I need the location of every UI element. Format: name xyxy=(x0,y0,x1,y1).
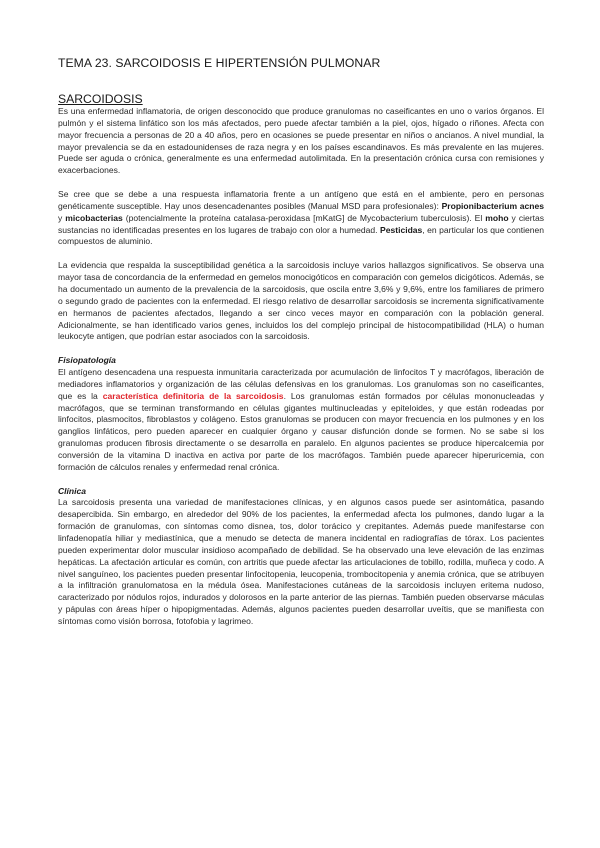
etiology-text-d: (potencialmente la proteína catalasa-peroxidasa [mKatG] de Mycobacterium tuberculosis). El xyxy=(122,212,486,223)
paragraph-spacer xyxy=(58,177,544,189)
document-title: TEMA 23. SARCOIDOSIS E HIPERTENSIÓN PULMONAR xyxy=(58,56,381,70)
etiology-text-a: Se cree que se debe a una respuesta inflamatoria frente a un antígeno que está en el ambiente, pero en personas genéticamente susceptible. Hay unos desencadenantes posibles (Manual MSD para profesionales): xyxy=(58,189,544,211)
document-page xyxy=(58,56,544,628)
highlight-defining-feature: característica definitoria de la sarcoidosis xyxy=(102,390,284,401)
fisio-text-b: . Los granulomas están formados por células mononucleadas y macrófagos, que se terminan transformando en células gigantes multinucleadas y epiteloides, y que están rodeadas por linfocitos, plasmocitos, fibroblastos y colágeno. Estos granulomas se producen con mayor frecuencia en los pulmones y en los ganglios linfáticos, pero pueden aparecer en cualquier órgano y causar disfunción donde se formen. No se sabe si los granulomas producen fibrosis directamente o se desarrolla en paralelo. En algunos pacientes se produce hipercalcemia por conversión de la vitamina D inactiva en activa por parte de los macrófagos. También puede aparecer hiperuricemia, con formación de cálculos renales y enfermedad renal crónica. xyxy=(58,390,544,472)
paragraph-spacer xyxy=(58,343,544,355)
etiology-bold-propionibacterium: Propionibacterium acnes xyxy=(441,200,544,211)
etiology-text-f: , en particular los que contienen compuestos de aluminio. xyxy=(58,224,544,247)
etiology-text-c: y xyxy=(58,212,66,223)
paragraph-fisiopatologia xyxy=(58,367,544,474)
section-heading-sarcoidosis: SARCOIDOSIS xyxy=(58,92,143,106)
subheading-clinica: Clínica xyxy=(58,485,87,496)
etiology-text-e: y ciertas sustancias no identificadas presentes en los lugares de trabajo con olor a humedad. xyxy=(58,212,545,235)
fisio-text-a: El antígeno desencadena una respuesta inmunitaria caracterizada por acumulación de linfocitos T y macrófagos, liberación de mediadores inflamatorios y organización de las células defensivas en los granulomas. Los granulomas son no caseificantes, que es la xyxy=(58,367,544,401)
paragraph-spacer xyxy=(58,248,544,260)
paragraph-definition: Es una enfermedad inflamatoria, de origen desconocido que produce granulomas no caseificantes en uno o varios órganos. El pulmón y el sistema linfático son los más afectados, pero puede afectar también a la piel, ojos, hígado o riñones. Afecta con mayor frecuencia a personas de 20 a 40 años, pero en ocasiones se puede presentar en niños o ancianos. A nivel mundial, la mayor prevalencia se da en estadounidenses de raza negra y en los países escandinavos. Es más prevalente en las mujeres. Puede ser aguda o crónica, generalmente es una enfermedad autolimitada. En la presentación crónica cursa con remisiones y exacerbaciones. xyxy=(58,106,544,176)
subheading-fisiopatologia: Fisiopatología xyxy=(58,355,116,366)
etiology-bold-micobacterias: micobacterias xyxy=(65,212,123,223)
paragraph-clinica: La sarcoidosis presenta una variedad de manifestaciones clínicas, y en algunos casos puede ser asintomática, pasando desapercibida. Sin embargo, en alrededor del 90% de los pacientes, la enfermedad afecta los pulmones, dando lugar a la formación de granulomas, con síntomas como disnea, tos, dolor torácico y crepitantes. Además puede manifestarse con linfadenopatía hiliar y mediastínica, que a menudo se detecta de manera incidental en radiografías de tórax. Los pacientes pueden experimentar dolor muscular insidioso acompañado de debilidad. Se ha observado una leve elevación de las enzimas hepáticas. La afectación articular es común, con artritis que puede afectar las articulaciones de tobillo, rodilla, muñeca y codo. A nivel sanguíneo, los pacientes pueden presentar linfocitopenia, leucopenia, trombocitopenia y anemia crónica, que se atribuyen a la infiltración granulomatosa en la médula ósea. Manifestaciones cutáneas de la sarcoidosis incluyen eritema nudoso, caracterizado por nódulos rojos, indurados y dolorosos en la parte anterior de las piernas. También pueden observarse máculas y pápulas con áreas híper o hipopigmentadas. Además, algunos pacientes pueden desarrollar uveítis, que se manifiesta con síntomas como visión borrosa, fotofobia y lagrimeo. xyxy=(58,497,544,626)
paragraph-etiology xyxy=(58,189,544,248)
etiology-bold-pesticidas: Pesticidas xyxy=(380,224,423,235)
paragraph-genetics: La evidencia que respalda la susceptibilidad genética a la sarcoidosis incluye varios hallazgos significativos. Se observa una mayor tasa de concordancia de la enfermedad en gemelos monocigóticos en comparación con gemelos dicigóticos. Además, se ha documentado un aumento de la prevalencia de la sarcoidosis, que oscila entre 3,6% y 9,6%, entre los familiares de primero o segundo grado de pacientes con la enfermedad. El riesgo relativo de desarrollar sarcoidosis se incrementa significativamente en hermanos de pacientes afectados, llegando a ser cinco veces mayor en comparación con la población general. Adicionalmente, se han identificado varios genes, incluidos los del complejo principal de histocompatibilidad (HLA) o human leukocyte antigen, que podrían estar asociados con la sarcoidosis. xyxy=(58,260,544,342)
etiology-bold-moho: moho xyxy=(485,212,509,223)
paragraph-spacer xyxy=(58,474,544,486)
